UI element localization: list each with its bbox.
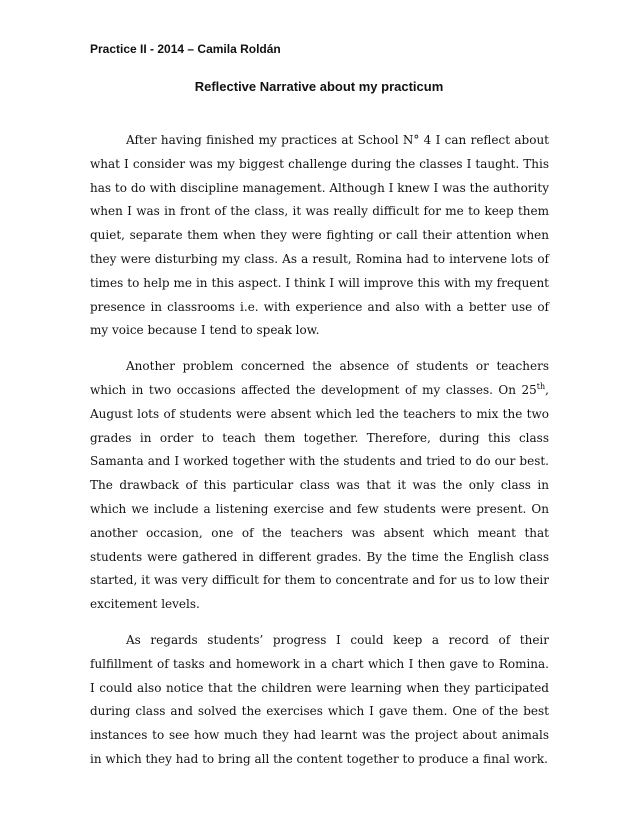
paragraph-discipline: After having finished my practices at School N° 4 I can reflect about what I consider was my biggest challenge during the classes I taught. This has to do with discipline management. Although I knew I was the authority when I was in front of the class, it was really difficult for me to keep them quiet, separate them when they were fighting or call their attention when they were disturbing my class. As a result, Romina had to intervene lots of times to help me in this aspect. I think I will improve this with my frequent presence in classrooms i.e. with experience and also with a better use of my voice because I tend to speak low.: [90, 133, 549, 338]
document-title: Reflective Narrative about my practicum: [194, 79, 444, 94]
paragraph-absence: [90, 355, 549, 617]
page-header: Practice II - 2014 – Camila Roldán: [90, 42, 281, 56]
ordinal-suffix: th: [536, 381, 546, 391]
paragraph-progress: As regards students’ progress I could keep a record of their fulfillment of tasks and homework in a chart which I then gave to Romina. I could also notice that the children were learning when they participated during class and solved the exercises which I gave them. One of the best instances to see how much they had learnt was the project about animals in which they had to bring all the content together to produce a final work.: [90, 632, 549, 766]
document-body: [90, 129, 549, 784]
paragraph-absence-text-end: , August lots of students were absent which led the teachers to mix the two grades in order to teach them together. Therefore, during this class Samanta and I worked together with the students and tried to do our best. The drawback of this particular class was that it was the only class in which we include a listening exercise and few students were present. On another occasion, one of the teachers was absent which meant that students were gathered in different grades. By the time the English class started, it was very difficult for them to concentrate and for us to low their excitement levels.: [90, 382, 549, 612]
paragraph-absence-text-start: Another problem concerned the absence of students or teachers which in two occasions affected the development of my classes. On 25: [90, 359, 549, 397]
